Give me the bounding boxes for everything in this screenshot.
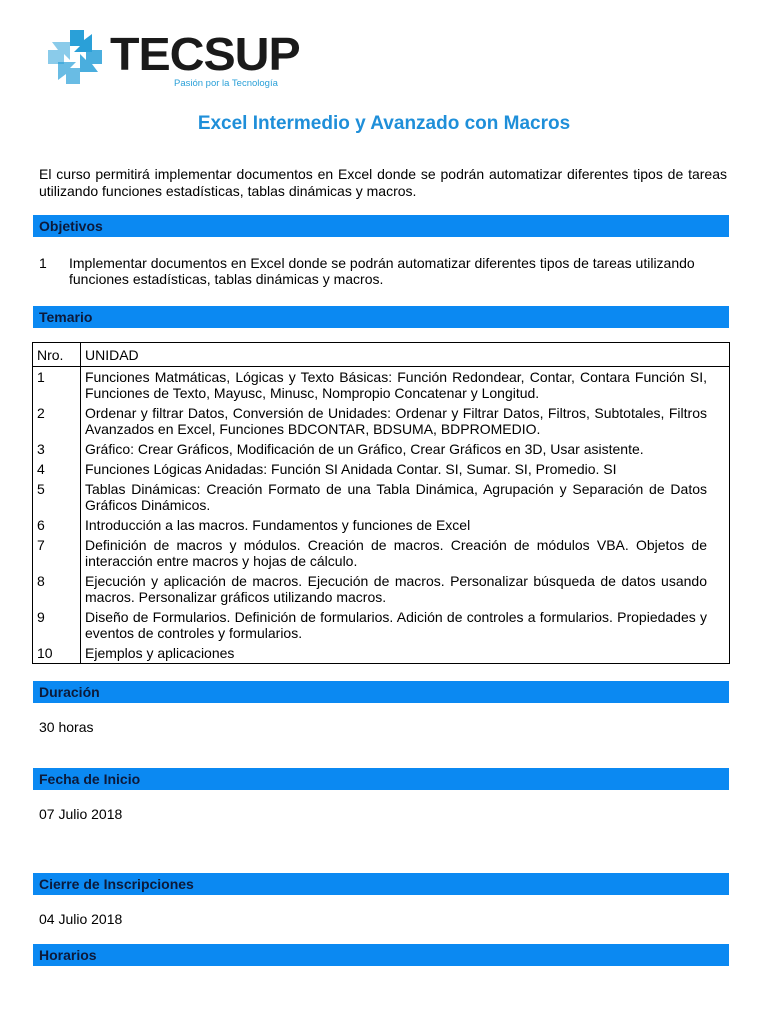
- row-unidad: Funciones Lógicas Anidadas: Función SI Anidada Contar. SI, Sumar. SI, Promedio. SI: [85, 461, 617, 477]
- table-row: [33, 439, 730, 459]
- section-horarios-heading: Horarios: [33, 944, 729, 966]
- row-nro: 1: [33, 367, 81, 404]
- logo-tagline: Pasión por la Tecnología: [174, 78, 278, 89]
- table-row: [33, 535, 730, 571]
- section-fecha-inicio-heading: Fecha de Inicio: [33, 768, 729, 790]
- row-unidad: Definición de macros y módulos. Creación de macros. Creación de módulos VBA. Objetos de interacción entre macros y hojas de cálculo.: [85, 537, 707, 569]
- course-intro: El curso permitirá implementar documentos en Excel donde se podrán automatizar diferentes tipos de tareas utilizando funciones estadísticas, tablas dinámicas y macros.: [39, 166, 727, 199]
- row-unidad: Tablas Dinámicas: Creación Formato de una Tabla Dinámica, Agrupación y Separación de Datos Gráficos Dinámicos.: [85, 481, 707, 513]
- section-duracion-heading: Duración: [33, 681, 729, 703]
- table-row: [33, 643, 730, 664]
- row-nro: 5: [33, 479, 81, 515]
- logo-brand: TECSUP: [110, 28, 300, 80]
- table-row: [33, 367, 730, 404]
- tecsup-logo: [44, 26, 304, 96]
- row-nro: 6: [33, 515, 81, 535]
- row-unidad: Ejemplos y aplicaciones: [85, 645, 235, 661]
- table-row: [33, 479, 730, 515]
- row-nro: 9: [33, 607, 81, 643]
- section-objetivos-heading: Objetivos: [33, 215, 729, 237]
- objetivo-number: 1: [39, 255, 47, 271]
- table-row: [33, 459, 730, 479]
- section-cierre-heading: Cierre de Inscripciones: [33, 873, 729, 895]
- row-unidad: Ordenar y filtrar Datos, Conversión de Unidades: Ordenar y Filtrar Datos, Filtros, Subtotales, Filtros Avanzados en Excel, Funciones BDCONTAR, BDSUMA, BDPROMEDIO.: [85, 405, 707, 437]
- row-unidad: Ejecución y aplicación de macros. Ejecución de macros. Personalizar búsqueda de datos usando macros. Personalizar gráficos utilizando macros.: [85, 573, 707, 605]
- table-row: [33, 571, 730, 607]
- cierre-value: 04 Julio 2018: [39, 911, 123, 927]
- row-nro: 10: [33, 643, 81, 664]
- tecsup-arrows-logo-icon: [44, 26, 106, 88]
- row-nro: 4: [33, 459, 81, 479]
- section-temario-heading: Temario: [33, 306, 729, 328]
- row-nro: 8: [33, 571, 81, 607]
- row-nro: 3: [33, 439, 81, 459]
- course-title: Excel Intermedio y Avanzado con Macros: [197, 113, 571, 134]
- row-unidad: Funciones Matmáticas, Lógicas y Texto Básicas: Función Redondear, Contar, Contara Función SI, Funciones de Texto, Mayusc, Minusc, Nompropio Concatenar y Longitud.: [85, 369, 707, 401]
- table-row: [33, 515, 730, 535]
- row-unidad: Gráfico: Crear Gráficos, Modificación de un Gráfico, Crear Gráficos en 3D, Usar asistente.: [85, 441, 644, 457]
- row-unidad: Diseño de Formularios. Definición de formularios. Adición de controles a formularios. Propiedades y eventos de controles y formularios.: [85, 609, 707, 641]
- temario-table: [32, 342, 730, 664]
- row-nro: 7: [33, 535, 81, 571]
- fecha-inicio-value: 07 Julio 2018: [39, 806, 123, 822]
- table-row: [33, 607, 730, 643]
- table-header-row: [33, 343, 730, 367]
- objetivo-text: Implementar documentos en Excel donde se podrán automatizar diferentes tipos de tareas utilizando funciones estadísticas, tablas dinámicas y macros.: [69, 255, 695, 287]
- row-unidad: Introducción a las macros. Fundamentos y funciones de Excel: [85, 517, 471, 533]
- duracion-value: 30 horas: [39, 719, 94, 735]
- header-nro: Nro.: [33, 343, 81, 367]
- header-unidad: UNIDAD: [81, 343, 730, 367]
- row-nro: 2: [33, 403, 81, 439]
- table-row: [33, 403, 730, 439]
